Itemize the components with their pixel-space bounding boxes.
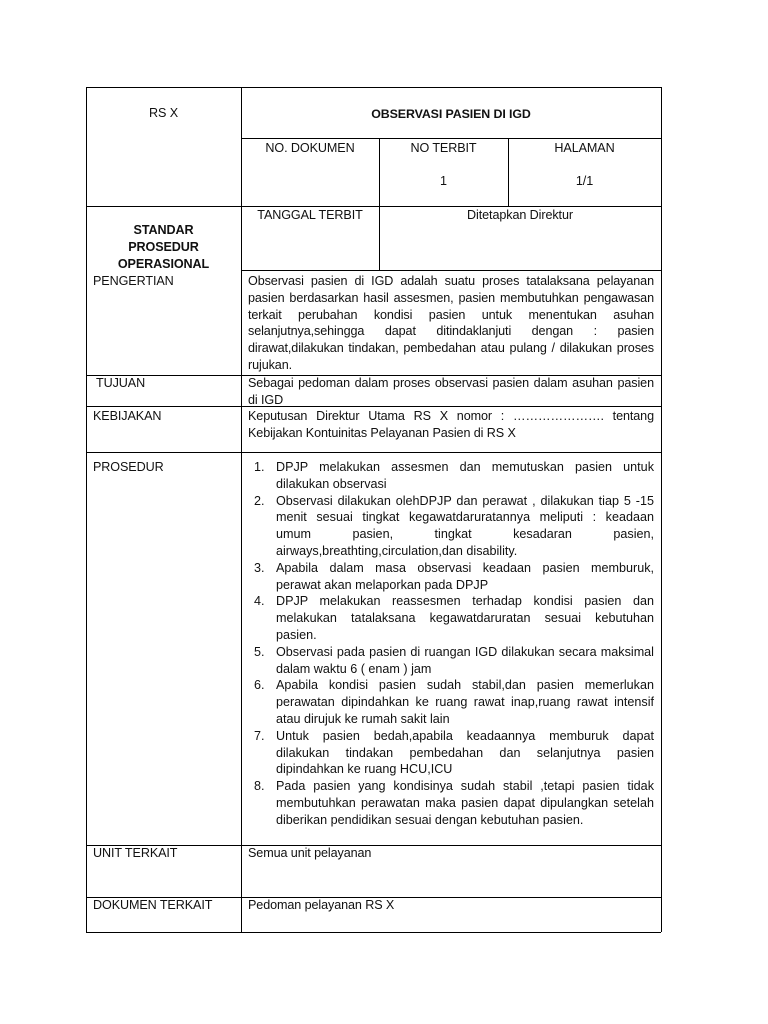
prosedur-item-number: 4. [254, 594, 265, 609]
spo-title-line3: OPERASIONAL [117, 257, 210, 271]
prosedur-item-number: 6. [254, 678, 265, 693]
ditetapkan-label: Ditetapkan Direktur [467, 208, 573, 222]
dokumen-terkait-label: DOKUMEN TERKAIT [93, 898, 213, 912]
prosedur-item [246, 778, 654, 828]
border-top [86, 87, 661, 88]
border-bottom [86, 932, 661, 933]
prosedur-item [246, 459, 654, 493]
document-title: OBSERVASI PASIEN DI IGD [371, 107, 531, 121]
prosedur-item-text: Pada pasien yang kondisinya sudah stabil ,tetapi pasien tidak membutuhkan perawatan maka pasien dapat dipulangkan setelah diberikan pendidikan sesuai dengan kebutuhan pasien. [276, 779, 654, 827]
prosedur-item-text: Observasi dilakukan olehDPJP dan perawat , dilakukan tiap 5 -15 menit sesuai tingkat kegawatdaruratannya meliputi : keadaan umum pasien, tingkat kesadaran pasien, airways,breathting,circulation,dan disability. [276, 493, 654, 558]
prosedur-item-text: Observasi pada pasien di ruangan IGD dilakukan secara maksimal dalam waktu 6 ( enam ) jam [276, 644, 654, 676]
kebijakan-label: KEBIJAKAN [93, 409, 162, 423]
prosedur-item [246, 728, 654, 778]
divider-nodok [379, 138, 380, 270]
prosedur-item-number: 5. [254, 644, 265, 659]
kebijakan-text: Keputusan Direktur Utama RS X nomor : …………………. tentang Kebijakan Kontuinitas Pelayanan Pasien di RS X [248, 409, 654, 440]
unit-terkait-label: UNIT TERKAIT [93, 846, 178, 860]
prosedur-item-text: DPJP melakukan reassesmen terhadap kondisi pasien dan melakukan tatalaksana kegawatdaruratan sesuai kebutuhan pasien. [276, 594, 654, 642]
tanggal-terbit-label: TANGGAL TERBIT [257, 208, 363, 222]
divider-kebijakan-bottom [86, 452, 661, 453]
spo-title-line1: STANDAR [133, 223, 194, 237]
sop-document [86, 87, 661, 932]
divider-pengertian-top [241, 270, 661, 271]
no-terbit-value: 1 [440, 174, 447, 188]
prosedur-item-number: 1. [254, 460, 265, 474]
prosedur-list [246, 459, 654, 829]
unit-terkait-text: Semua unit pelayanan [248, 846, 372, 860]
dokumen-terkait-text: Pedoman pelayanan RS X [248, 898, 395, 912]
halaman-value: 1/1 [575, 174, 594, 188]
prosedur-item-text: Untuk pasien bedah,apabila keadaannya memburuk dapat dilakukan tindakan pembedahan dan selanjutnya pasien dipindahkan ke ruang HCU,ICU [276, 728, 654, 777]
prosedur-item-number: 2. [254, 493, 265, 508]
prosedur-item [246, 560, 654, 594]
border-left [86, 87, 87, 932]
tujuan-label: TUJUAN [96, 376, 146, 390]
halaman-label: HALAMAN [554, 141, 615, 155]
border-right [661, 87, 662, 932]
prosedur-item [246, 644, 654, 678]
no-dokumen-label: NO. DOKUMEN [265, 141, 355, 155]
prosedur-item [246, 593, 654, 643]
prosedur-item-text: Apabila kondisi pasien sudah stabil,dan pasien memerlukan perawatan dipindahkan ke ruang rawat inap,ruang rawat intensif atau dirujuk ke rumah sakit lain [276, 678, 654, 726]
prosedur-item-number: 8. [254, 779, 265, 794]
pengertian-text: Observasi pasien di IGD adalah suatu proses tatalaksana pelayanan pasien berdasarkan hasil assesmen, pasien membutuhkan pengawasan terkait perubahan kondisi pasien untuk menentukan asuhan selanjutnya,sehingga dapat ditindaklanjuti dengan : pasien dirawat,dilakukan tindakan, pembedahan atau pulang / dilakukan proses rujukan. [248, 274, 654, 372]
no-terbit-label: NO TERBIT [410, 141, 477, 155]
tujuan-text: Sebagai pedoman dalam proses observasi pasien dalam asuhan pasien di IGD [248, 376, 654, 407]
prosedur-item [246, 493, 654, 560]
pengertian-label: PENGERTIAN [93, 274, 174, 288]
prosedur-item-text: DPJP melakukan assesmen dan memutuskan pasien untuk dilakukan observasi [276, 460, 654, 491]
prosedur-item-text: Apabila dalam masa observasi keadaan pasien memburuk, perawat akan melaporkan pada DPJP [276, 560, 654, 592]
spo-title-line2: PROSEDUR [128, 240, 199, 254]
prosedur-item [246, 677, 654, 727]
prosedur-item-number: 7. [254, 728, 265, 743]
hospital-name: RS X [149, 106, 178, 120]
divider-title [241, 138, 661, 139]
prosedur-item-number: 3. [254, 560, 265, 575]
prosedur-label: PROSEDUR [93, 460, 164, 474]
